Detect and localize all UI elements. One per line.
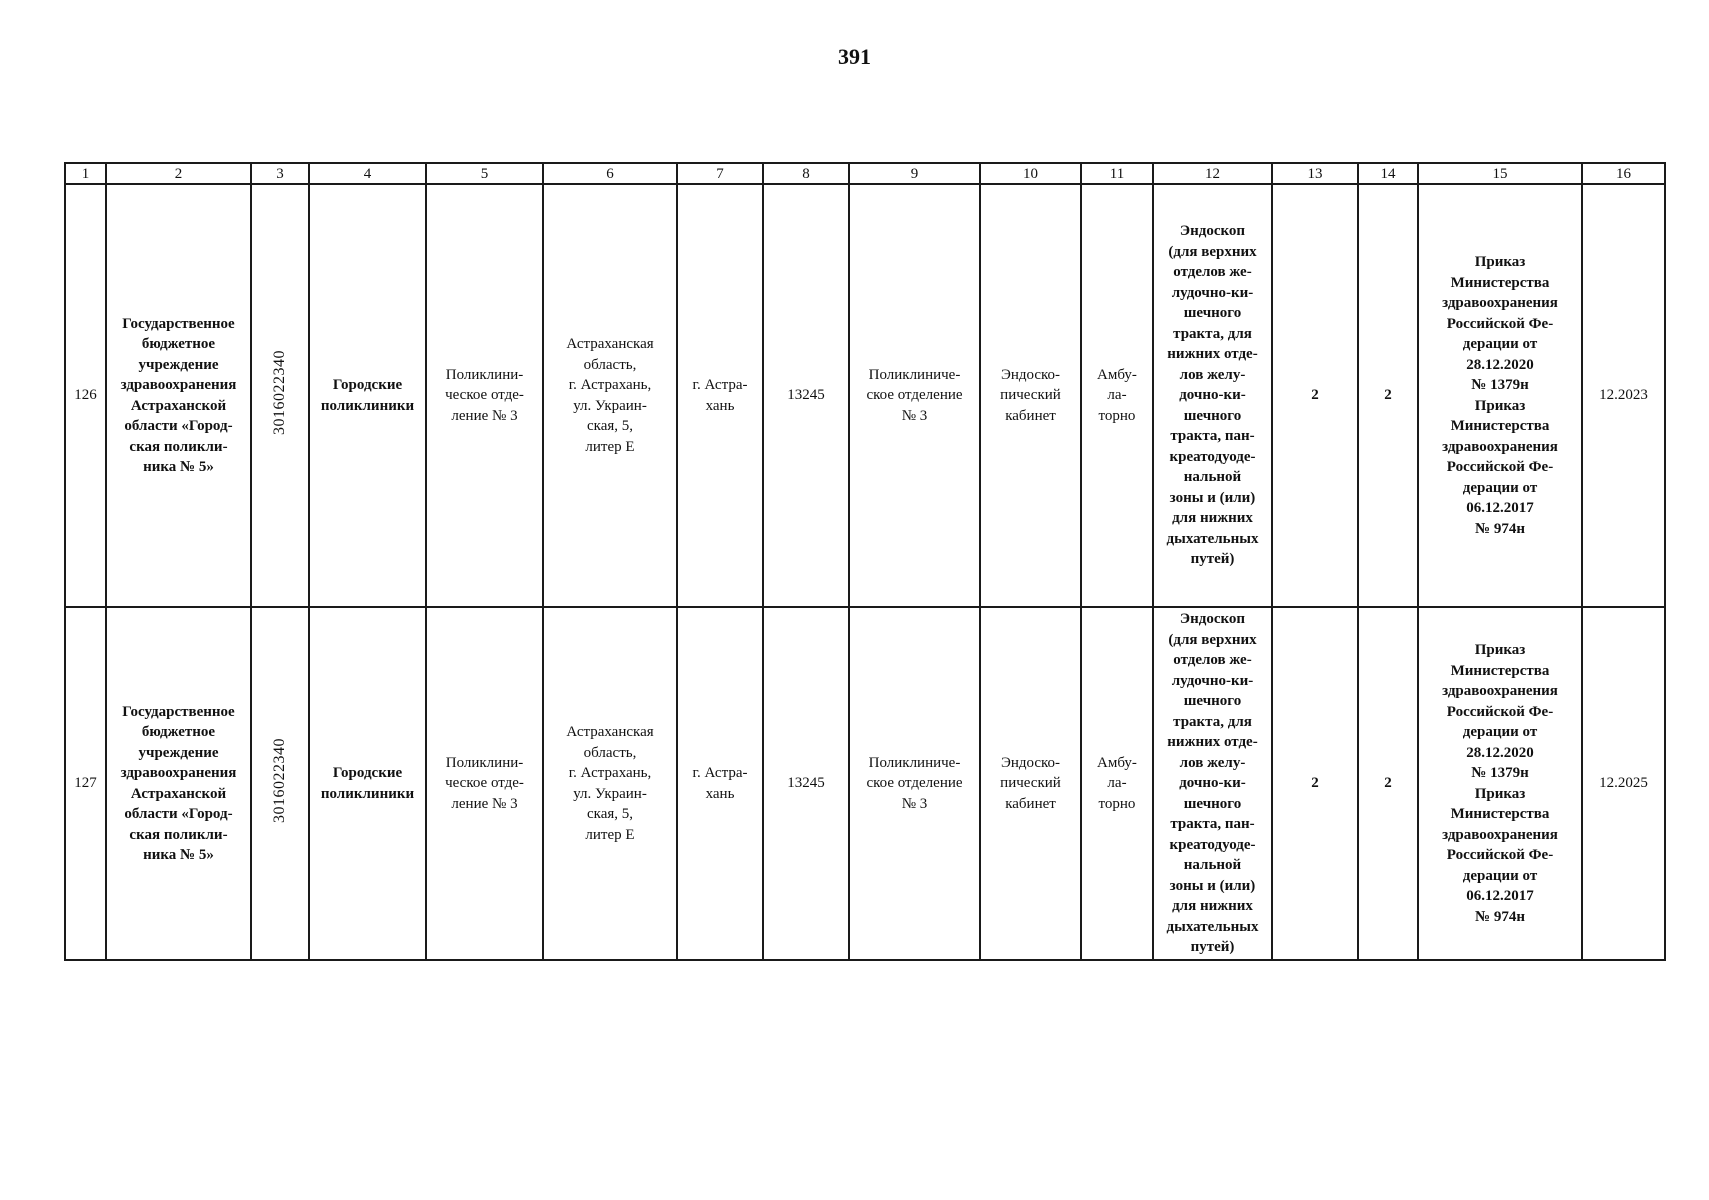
qty-required-cell: 2 (1272, 607, 1358, 960)
qty-available-cell: 2 (1358, 184, 1418, 607)
standard-cell: Приказ Министерства здравоохранения Российской Фе- дерации от 28.12.2020 № 1379н Приказ Министерства здравоохранения Российской Фе- дерации от 06.12.2017 № 974н (1418, 184, 1582, 607)
code-cell: 13245 (763, 184, 849, 607)
city-cell: г. Астра- хань (677, 607, 763, 960)
column-number: 5 (426, 163, 543, 184)
equipment-cell: Эндоскоп (для верхних отделов же- лудочно-ки- шечного тракта, для нижних отде- лов желу- дочно-ки- шечного тракта, пан- креатодуоде- нальной зоны и (или) для нижних дыхательных путей) (1153, 607, 1272, 960)
room-cell: Эндоско- пический кабинет (980, 607, 1081, 960)
code-cell: 13245 (763, 607, 849, 960)
inn-cell (251, 607, 309, 960)
table-row (65, 184, 1665, 607)
address-cell: Астраханская область, г. Астрахань, ул. Украин- ская, 5, литер Е (543, 184, 677, 607)
column-number: 2 (106, 163, 251, 184)
table-row (65, 607, 1665, 960)
qty-available-cell: 2 (1358, 607, 1418, 960)
organization-cell: Государственное бюджетное учреждение здравоохранения Астраханской области «Город- ская поликли- ника № 5» (106, 607, 251, 960)
column-number: 10 (980, 163, 1081, 184)
equipment-cell: Эндоскоп (для верхних отделов же- лудочно-ки- шечного тракта, для нижних отде- лов желу- дочно-ки- шечного тракта, пан- креатодуоде- нальной зоны и (или) для нижних дыхательных путей) (1153, 184, 1272, 607)
column-number: 12 (1153, 163, 1272, 184)
care-type-cell: Амбу- ла- торно (1081, 184, 1153, 607)
column-number: 13 (1272, 163, 1358, 184)
column-number: 9 (849, 163, 980, 184)
address-cell: Астраханская область, г. Астрахань, ул. Украин- ская, 5, литер Е (543, 607, 677, 960)
room-cell: Эндоско- пический кабинет (980, 184, 1081, 607)
column-number: 4 (309, 163, 426, 184)
row-number-cell: 127 (65, 607, 106, 960)
qty-required-cell: 2 (1272, 184, 1358, 607)
page-number: 391 (838, 44, 871, 69)
date-cell: 12.2025 (1582, 607, 1665, 960)
column-number: 16 (1582, 163, 1665, 184)
standard-cell: Приказ Министерства здравоохранения Российской Фе- дерации от 28.12.2020 № 1379н Приказ Министерства здравоохранения Российской Фе- дерации от 06.12.2017 № 974н (1418, 607, 1582, 960)
column-number-row (65, 163, 1665, 184)
subdivision-cell: Поликлини- ческое отде- ление № 3 (426, 184, 543, 607)
subdivision-cell: Поликлини- ческое отде- ление № 3 (426, 607, 543, 960)
category-cell: Городские поликлиники (309, 607, 426, 960)
registry-table (64, 162, 1666, 961)
column-number: 8 (763, 163, 849, 184)
department-cell: Поликлиниче- ское отделение № 3 (849, 607, 980, 960)
row-number-cell: 126 (65, 184, 106, 607)
department-cell: Поликлиниче- ское отделение № 3 (849, 184, 980, 607)
inn-text: 3016022340 (270, 737, 288, 823)
column-number: 6 (543, 163, 677, 184)
column-number: 3 (251, 163, 309, 184)
city-cell: г. Астра- хань (677, 184, 763, 607)
organization-cell: Государственное бюджетное учреждение здравоохранения Астраханской области «Город- ская поликли- ника № 5» (106, 184, 251, 607)
category-cell: Городские поликлиники (309, 184, 426, 607)
column-number: 15 (1418, 163, 1582, 184)
column-number: 1 (65, 163, 106, 184)
inn-text: 3016022340 (270, 349, 288, 435)
column-number: 7 (677, 163, 763, 184)
care-type-cell: Амбу- ла- торно (1081, 607, 1153, 960)
column-number: 14 (1358, 163, 1418, 184)
inn-cell (251, 184, 309, 607)
date-cell: 12.2023 (1582, 184, 1665, 607)
column-number: 11 (1081, 163, 1153, 184)
